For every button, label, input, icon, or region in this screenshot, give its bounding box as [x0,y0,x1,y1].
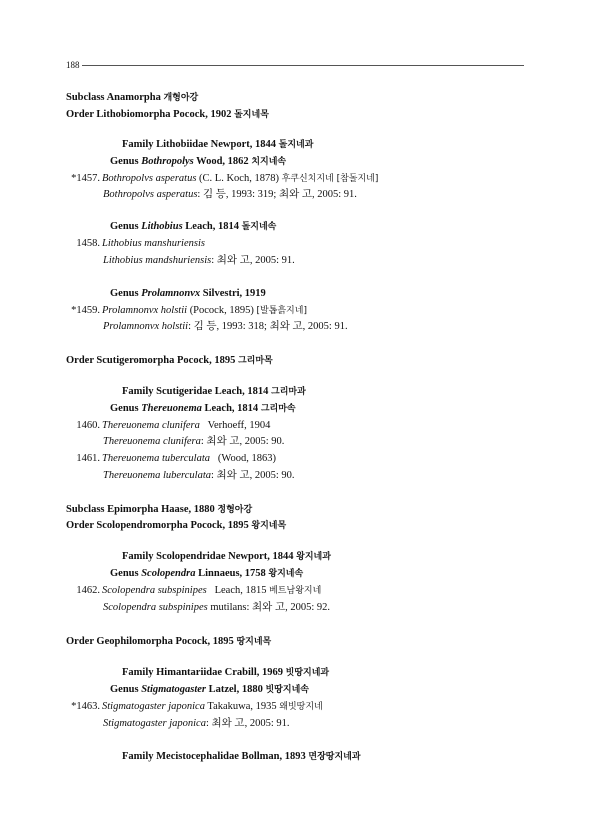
subclass-heading: Subclass Epimorpha Haase, 1880 정형아강 [66,504,253,515]
reference-line: Bothropolvs asperatus: 김 등, 1993: 319; 최와 고, 2005: 91. [103,189,357,200]
family-heading: Family Mecistocephalidae Bollman, 1893 면장땅지네과 [122,751,361,762]
family-heading: Family Himantariidae Crabill, 1969 빗땅지네과 [122,667,330,678]
genus-heading: Genus Thereuonema Leach, 1814 그리마속 [110,403,296,414]
subclass-heading: Subclass Anamorpha 개형아강 [66,92,199,103]
order-heading: Order Geophilomorpha Pocock, 1895 땅지네목 [66,636,272,647]
genus-heading: Genus Bothropolys Wood, 1862 치지네속 [110,156,287,167]
reference-line: Thereuonema clunifera: 최와 고, 2005: 90. [103,436,285,447]
family-heading: Family Scutigeridae Leach, 1814 그리마과 [122,386,306,397]
species-entry: 1461. Thereuonema tuberculata (Wood, 1863) [76,453,276,464]
family-heading: Family Scolopendridae Newport, 1844 왕지네과 [122,551,331,562]
reference-line: Prolamnonvx holstii: 김 등, 1993: 318; 최와 고, 2005: 91. [103,321,348,332]
species-entry: 1458. Lithobius manshuriensis [76,238,205,249]
header-rule [82,65,524,66]
genus-heading: Genus Prolamnonvx Silvestri, 1919 [110,288,266,299]
species-entry: 1460. Thereuonema clunifera Verhoeff, 1904 [76,420,271,431]
order-heading: Order Scutigeromorpha Pocock, 1895 그리마목 [66,355,273,366]
genus-heading: Genus Stigmatogaster Latzel, 1880 빗땅지네속 [110,684,309,695]
order-heading: Order Lithobiomorpha Pocock, 1902 돌지네목 [66,109,269,120]
page-number: 188 [66,60,80,70]
species-entry: *1463. Stigmatogaster japonica Takakuwa, 1935 왜빗땅지네 [71,701,323,712]
species-entry: 1462. Scolopendra subspinipes Leach, 1815 베트남왕지네 [76,585,322,596]
reference-line: Scolopendra subspinipes mutilans: 최와 고, 2005: 92. [103,602,331,613]
order-heading: Order Scolopendromorpha Pocock, 1895 왕지네목 [66,520,287,531]
species-entry: *1459. Prolamnonvx holstii (Pocock, 1895) [발톱흙지네] [71,305,307,316]
reference-line: Thereuonema luberculata: 최와 고, 2005: 90. [103,470,295,481]
species-entry: *1457. Bothropolvs asperatus (C. L. Koch, 1878) 후쿠신치지네 [참돌지네] [71,173,379,184]
reference-line: Stigmatogaster japonica: 최와 고, 2005: 91. [103,718,290,729]
genus-heading: Genus Scolopendra Linnaeus, 1758 왕지네속 [110,568,304,579]
reference-line: Lithobius mandshuriensis: 최와 고, 2005: 91. [103,255,295,266]
genus-heading: Genus Lithobius Leach, 1814 돌지네속 [110,221,277,232]
family-heading: Family Lithobiidae Newport, 1844 돌지네과 [122,139,314,150]
